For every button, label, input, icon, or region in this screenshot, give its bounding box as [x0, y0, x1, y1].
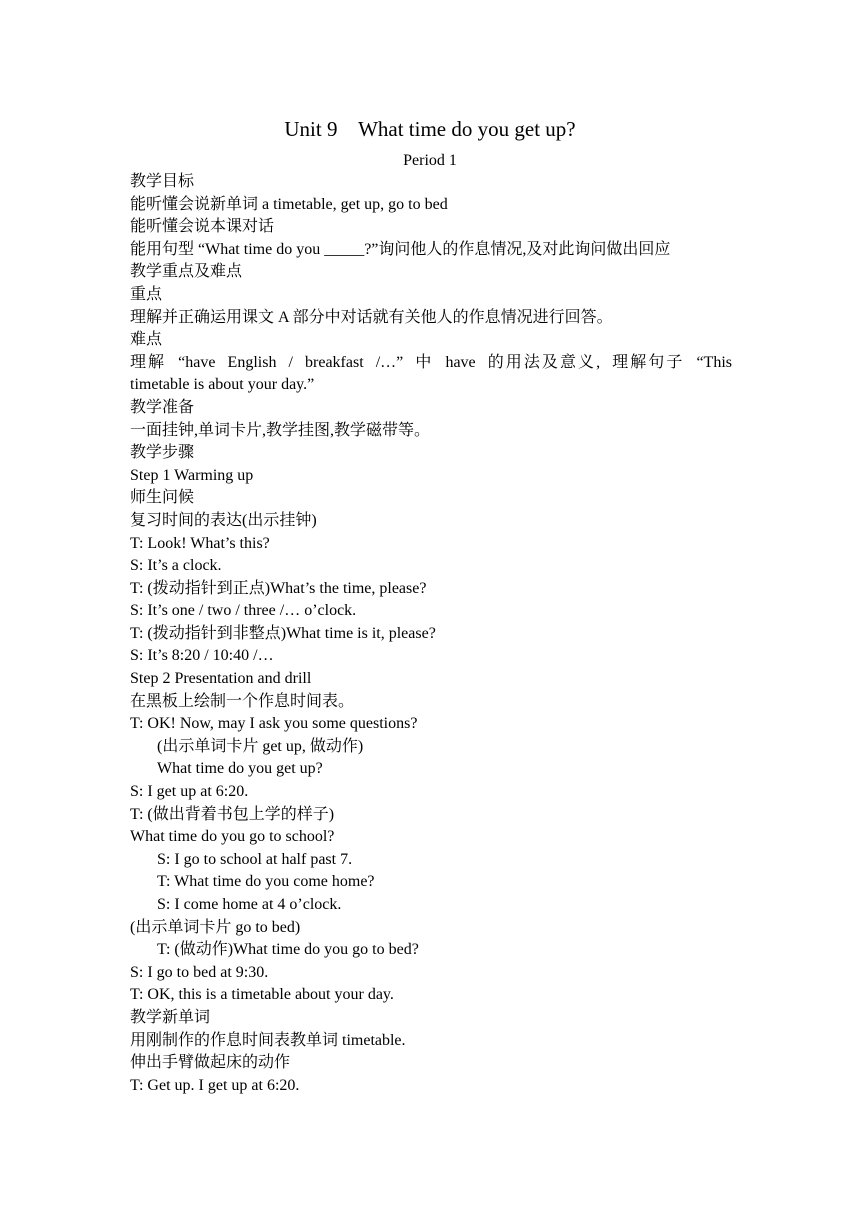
step-1-heading: Step 1 Warming up: [130, 466, 254, 484]
step-2-heading: Step 2 Presentation and drill: [130, 670, 312, 688]
document-title: Unit 9 What time do you get up?: [284, 117, 576, 141]
dialogue-line: S: It’s 8:20 / 10:40 /…: [130, 647, 274, 665]
step-1-review: 复习时间的表达(出示挂钟): [130, 511, 317, 529]
dialogue-line: T: (拨动指针到正点)What’s the time, please?: [130, 579, 427, 597]
step-2-instruction: 在黑板上绘制一个作息时间表。: [130, 692, 355, 710]
new-words-instruction: 用刚制作的作息时间表教单词 timetable.: [130, 1031, 406, 1049]
heading-teaching-objectives: 教学目标: [130, 173, 195, 190]
dialogue-line: What time do you go to school?: [130, 828, 335, 846]
dialogue-line: T: What time do you come home?: [157, 873, 375, 891]
dialogue-line: S: I go to school at half past 7.: [157, 850, 353, 868]
preparation-text: 一面挂钟,单词卡片,教学挂图,教学磁带等。: [130, 421, 431, 439]
dialogue-line: T: (做动作)What time do you go to bed?: [157, 941, 419, 959]
dialogue-line: T: OK! Now, may I ask you some questions?: [130, 715, 418, 733]
dialogue-line: What time do you get up?: [157, 760, 323, 778]
dialogue-line: T: Look! What’s this?: [130, 534, 270, 552]
dialogue-line: S: I go to bed at 9:30.: [130, 963, 269, 981]
subheading-difficulties: 难点: [130, 331, 163, 349]
dialogue-line: T: Get up. I get up at 6:20.: [130, 1076, 300, 1094]
dialogue-line: (出示单词卡片 get up, 做动作): [157, 737, 364, 755]
difficulty-text-line-1: 理解 “have English / breakfast /…” 中 have 的用法及意义, 理解句子 “This: [130, 353, 732, 371]
dialogue-line: S: I come home at 4 o’clock.: [157, 896, 342, 913]
dialogue-line: S: It’s one / two / three /… o’clock.: [130, 602, 357, 620]
subheading-new-words: 教学新单词: [130, 1008, 211, 1026]
step-1-greeting: 师生问候: [130, 489, 195, 507]
dialogue-line: S: It’s a clock.: [130, 557, 222, 575]
difficulty-text-line-2: timetable is about your day.”: [130, 376, 315, 394]
subheading-key-points: 重点: [130, 285, 163, 303]
heading-teaching-preparation: 教学准备: [130, 398, 195, 416]
new-words-action: 伸出手臂做起床的动作: [130, 1054, 291, 1072]
dialogue-line: T: (拨动指针到非整点)What time is it, please?: [130, 624, 436, 642]
heading-key-points-and-difficulties: 教学重点及难点: [130, 263, 243, 281]
dialogue-line: S: I get up at 6:20.: [130, 783, 249, 801]
key-point-text: 理解并正确运用课文 A 部分中对话就有关他人的作息情况进行回答。: [130, 308, 613, 326]
heading-teaching-steps: 教学步骤: [130, 444, 195, 462]
objective-vocabulary: 能听懂会说新单词 a timetable, get up, go to bed: [130, 195, 448, 213]
objective-sentence-pattern: 能用句型 “What time do you _____?”询问他人的作息情况,及对此询问做出回应: [130, 240, 671, 258]
lesson-plan-body: [130, 171, 732, 1097]
dialogue-line: (出示单词卡片 go to bed): [130, 918, 301, 936]
period-label: Period 1: [403, 152, 457, 169]
dialogue-line: T: (做出背着书包上学的样子): [130, 805, 335, 823]
dialogue-line: T: OK, this is a timetable about your day.: [130, 986, 394, 1004]
objective-dialogue: 能听懂会说本课对话: [130, 218, 275, 236]
